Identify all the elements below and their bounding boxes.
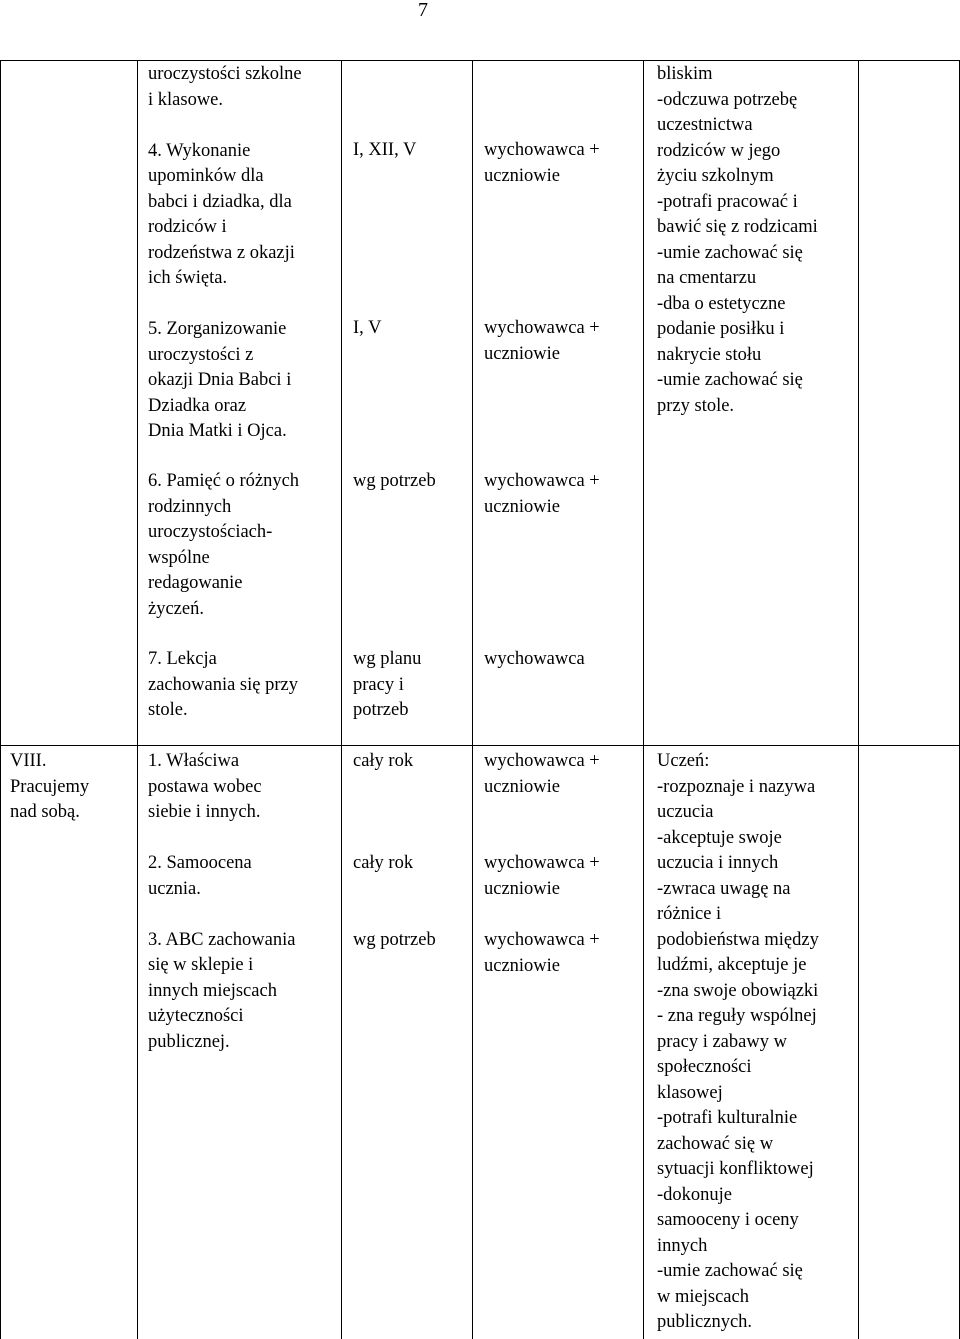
table-column-divider [341,60,342,1339]
table-row-divider [0,745,960,746]
responsible-cell: wychowawca + uczniowie [484,140,600,186]
table-border-left [0,60,1,1339]
timing-cell: wg potrzeb [353,930,436,950]
responsible-cell: wychowawca + uczniowie [484,751,600,797]
responsible-cell: wychowawca + uczniowie [484,471,600,517]
outcomes-cell: Uczeń: -rozpoznaje i nazywa uczucia -akceptuje swoje uczucia i innych -zwraca uwagę na różnice i podobieństwa między ludźmi, akceptuje je -zna swoje obowiązki - zna reguły wspólnej pracy i zabawy w społeczności klasowej -potrafi kulturalnie zachować się w sytuacji konfliktowej -dokonuje samooceny i oceny innych -umie zachować się w miejscach publicznych. [657,751,819,1332]
timing-cell: I, XII, V [353,140,417,160]
responsible-cell: wychowawca + uczniowie [484,318,600,364]
activity-list-cell: 1. Właściwa postawa wobec siebie i innych. 2. Samoocena ucznia. 3. ABC zachowania się w sklepie i innych miejscach użyteczności publicznej. [148,751,296,1052]
table-top-border [0,60,960,61]
page-number: 7 [418,0,428,21]
section-title-cell: VIII. Pracujemy nad sobą. [10,751,90,822]
table-column-divider [643,60,644,1339]
outcomes-cell: bliskim -odczuwa potrzebę uczestnictwa rodziców w jego życiu szkolnym -potrafi pracować i bawić się z rodzicami -umie zachować się na cmentarzu -dba o estetyczne podanie posiłku i nakrycie stołu -umie zachować się przy stole. [657,64,818,416]
table-column-divider [858,60,859,1339]
responsible-cell: wychowawca + uczniowie [484,930,600,976]
responsible-cell: wychowawca + uczniowie [484,853,600,899]
responsible-cell: wychowawca [484,649,585,669]
timing-cell: cały rok [353,751,414,771]
activity-list-cell: uroczystości szkolne i klasowe. 4. Wykonanie upominków dla babci i dziadka, dla rodziców i rodzeństwa z okazji ich święta. 5. Zorganizowanie uroczystości z okazji Dnia Babci i Dziadka oraz Dnia Matki i Ojca. [148,64,302,441]
timing-cell: I, V [353,318,382,338]
timing-cell: wg potrzeb [353,471,436,491]
table-column-divider [472,60,473,1339]
timing-cell: cały rok [353,853,414,873]
table-column-divider [137,60,138,1339]
timing-cell: wg planu pracy i potrzeb [353,649,422,720]
activity-cell: 7. Lekcja zachowania się przy stole. [148,649,298,720]
activity-cell: 6. Pamięć o różnych rodzinnych uroczystościach- wspólne redagowanie życzeń. [148,471,300,619]
